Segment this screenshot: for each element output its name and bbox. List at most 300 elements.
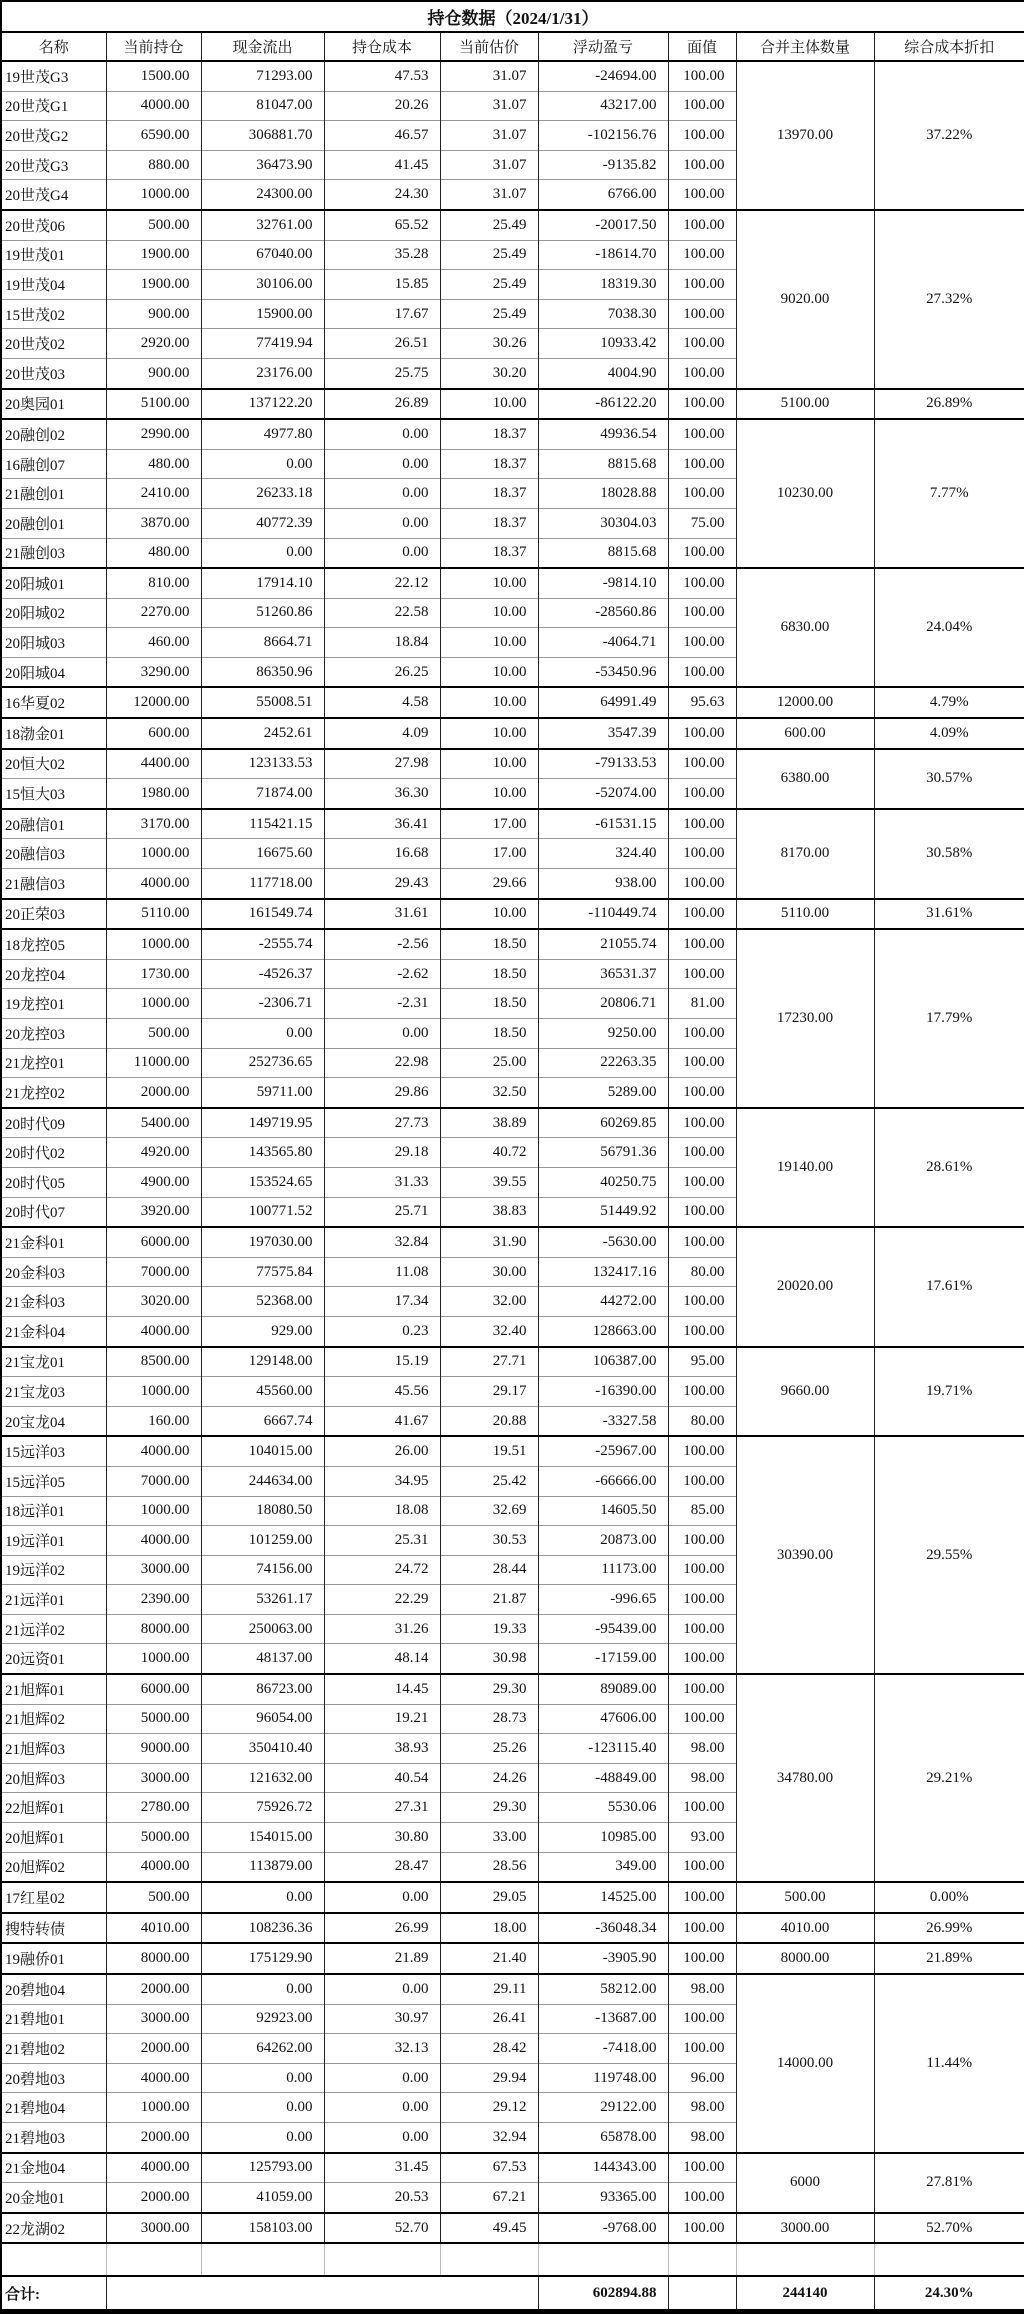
cell-name: 20融创01 <box>1 508 106 538</box>
cell-face-value: 100.00 <box>668 180 736 210</box>
cell-current-position: 5110.00 <box>106 899 201 930</box>
cell-name: 21碧地01 <box>1 2004 106 2034</box>
cell-name: 21金科01 <box>1 1227 106 1257</box>
cell-position-cost: 26.51 <box>324 329 440 359</box>
table-row <box>1 32 1024 61</box>
cell-floating-pnl: -61531.15 <box>538 809 668 839</box>
empty-cell <box>106 2243 201 2276</box>
cell-cash-outflow: 108236.36 <box>201 1913 324 1944</box>
cell-current-valuation: 25.26 <box>440 1734 538 1764</box>
cell-current-position: 4400.00 <box>106 749 201 779</box>
cell-face-value: 100.00 <box>668 1078 736 1108</box>
cell-floating-pnl: -18614.70 <box>538 240 668 270</box>
cell-face-value: 100.00 <box>668 538 736 568</box>
cell-current-position: 4010.00 <box>106 1913 201 1944</box>
cell-face-value: 100.00 <box>668 1526 736 1556</box>
cell-cash-outflow: 67040.00 <box>201 240 324 270</box>
cell-merged-entity-quantity: 9660.00 <box>736 1347 874 1437</box>
cell-current-position: 2990.00 <box>106 419 201 449</box>
cell-current-valuation: 30.98 <box>440 1644 538 1674</box>
cell-floating-pnl: 7038.30 <box>538 299 668 329</box>
cell-current-position: 4000.00 <box>106 2063 201 2093</box>
cell-name: 19远洋01 <box>1 1526 106 1556</box>
table-row <box>1 1882 1024 1913</box>
cell-floating-pnl: 20873.00 <box>538 1526 668 1556</box>
cell-floating-pnl: 21055.74 <box>538 929 668 959</box>
cell-face-value: 100.00 <box>668 91 736 121</box>
cell-current-valuation: 40.72 <box>440 1138 538 1168</box>
table-row <box>1 2276 1024 2312</box>
cell-name: 21宝龙03 <box>1 1377 106 1407</box>
cell-position-cost: 0.00 <box>324 538 440 568</box>
cell-face-value: 100.00 <box>668 598 736 628</box>
cell-current-position: 2000.00 <box>106 2122 201 2152</box>
cell-floating-pnl: -25967.00 <box>538 1436 668 1466</box>
cell-composite-cost-discount: 30.58% <box>874 809 1024 899</box>
cell-composite-cost-discount: 19.71% <box>874 1347 1024 1437</box>
cell-floating-pnl: 132417.16 <box>538 1257 668 1287</box>
cell-merged-entity-quantity: 14000.00 <box>736 1974 874 2153</box>
cell-face-value: 100.00 <box>668 2153 736 2183</box>
cell-merged-entity-quantity: 5100.00 <box>736 389 874 420</box>
cell-current-position: 500.00 <box>106 1019 201 1049</box>
cell-name: 19龙控01 <box>1 989 106 1019</box>
cell-face-value: 100.00 <box>668 1227 736 1257</box>
cell-name: 18远洋01 <box>1 1496 106 1526</box>
cell-name: 20旭辉01 <box>1 1823 106 1853</box>
cell-cash-outflow: 929.00 <box>201 1316 324 1346</box>
cell-cash-outflow: 0.00 <box>201 1974 324 2004</box>
cell-face-value: 100.00 <box>668 657 736 687</box>
cell-current-valuation: 38.83 <box>440 1197 538 1227</box>
cell-position-cost: 46.57 <box>324 121 440 151</box>
cell-cash-outflow: 117718.00 <box>201 869 324 899</box>
cell-face-value: 100.00 <box>668 419 736 449</box>
cell-cash-outflow: 101259.00 <box>201 1526 324 1556</box>
cell-cash-outflow: 104015.00 <box>201 1436 324 1466</box>
cell-position-cost: 16.68 <box>324 839 440 869</box>
cell-face-value: 98.00 <box>668 1974 736 2004</box>
cell-floating-pnl: 5530.06 <box>538 1793 668 1823</box>
cell-face-value: 98.00 <box>668 1734 736 1764</box>
cell-name: 21金科03 <box>1 1287 106 1317</box>
cell-name: 20金地01 <box>1 2183 106 2213</box>
cell-composite-cost-discount: 17.79% <box>874 929 1024 1108</box>
cell-floating-pnl: -3905.90 <box>538 1943 668 1974</box>
cell-face-value: 100.00 <box>668 1019 736 1049</box>
cell-position-cost: 0.00 <box>324 2093 440 2123</box>
cell-current-valuation: 19.51 <box>440 1436 538 1466</box>
cell-floating-pnl: 938.00 <box>538 869 668 899</box>
cell-floating-pnl: -102156.76 <box>538 121 668 151</box>
cell-face-value: 95.63 <box>668 687 736 718</box>
cell-current-valuation: 17.00 <box>440 839 538 869</box>
cell-floating-pnl: 14605.50 <box>538 1496 668 1526</box>
cell-current-position: 1000.00 <box>106 929 201 959</box>
table-row <box>1 419 1024 449</box>
cell-cash-outflow: 115421.15 <box>201 809 324 839</box>
cell-face-value: 80.00 <box>668 1257 736 1287</box>
cell-merged-entity-quantity: 13970.00 <box>736 61 874 210</box>
cell-cash-outflow: -4526.37 <box>201 959 324 989</box>
cell-position-cost: 41.67 <box>324 1406 440 1436</box>
cell-name: 22旭辉01 <box>1 1793 106 1823</box>
cell-current-valuation: 30.53 <box>440 1526 538 1556</box>
cell-position-cost: 20.53 <box>324 2183 440 2213</box>
cell-position-cost: -2.56 <box>324 929 440 959</box>
cell-floating-pnl: -66666.00 <box>538 1466 668 1496</box>
cell-cash-outflow: 306881.70 <box>201 121 324 151</box>
cell-position-cost: 28.47 <box>324 1852 440 1882</box>
table-row <box>1 1913 1024 1944</box>
cell-position-cost: 25.31 <box>324 1526 440 1556</box>
column-header-floating-pnl: 浮动盈亏 <box>538 32 668 61</box>
cell-current-position: 9000.00 <box>106 1734 201 1764</box>
empty-cell <box>201 2243 324 2276</box>
cell-name: 20金科03 <box>1 1257 106 1287</box>
cell-current-valuation: 49.45 <box>440 2213 538 2244</box>
table-row <box>1 1436 1024 1466</box>
cell-cash-outflow: 59711.00 <box>201 1078 324 1108</box>
cell-cash-outflow: 125793.00 <box>201 2153 324 2183</box>
cell-current-valuation: 25.49 <box>440 270 538 300</box>
cell-cash-outflow: 121632.00 <box>201 1763 324 1793</box>
cell-face-value: 100.00 <box>668 959 736 989</box>
cell-cash-outflow: 6667.74 <box>201 1406 324 1436</box>
cell-position-cost: 25.75 <box>324 358 440 388</box>
cell-floating-pnl: 20806.71 <box>538 989 668 1019</box>
empty-cell <box>324 2243 440 2276</box>
cell-cash-outflow: 197030.00 <box>201 1227 324 1257</box>
cell-floating-pnl: 49936.54 <box>538 419 668 449</box>
cell-cash-outflow: 45560.00 <box>201 1377 324 1407</box>
cell-position-cost: 0.00 <box>324 2122 440 2152</box>
cell-name: 15远洋05 <box>1 1466 106 1496</box>
cell-name: 20龙控04 <box>1 959 106 989</box>
cell-cash-outflow: 0.00 <box>201 2093 324 2123</box>
cell-merged-entity-quantity: 4010.00 <box>736 1913 874 1944</box>
cell-position-cost: -2.62 <box>324 959 440 989</box>
cell-current-position: 3000.00 <box>106 1763 201 1793</box>
table-row <box>1 1974 1024 2004</box>
cell-name: 21碧地02 <box>1 2034 106 2064</box>
cell-current-valuation: 10.00 <box>440 598 538 628</box>
table-row <box>1 929 1024 959</box>
cell-name: 21龙控02 <box>1 1078 106 1108</box>
cell-cash-outflow: 8664.71 <box>201 628 324 658</box>
cell-floating-pnl: 349.00 <box>538 1852 668 1882</box>
cell-cash-outflow: 51260.86 <box>201 598 324 628</box>
table-row <box>1 210 1024 240</box>
cell-floating-pnl: 4004.90 <box>538 358 668 388</box>
cell-position-cost: 65.52 <box>324 210 440 240</box>
cell-floating-pnl: -13687.00 <box>538 2004 668 2034</box>
empty-cell <box>440 2243 538 2276</box>
cell-face-value: 100.00 <box>668 839 736 869</box>
cell-current-position: 2000.00 <box>106 1974 201 2004</box>
cell-current-valuation: 24.26 <box>440 1763 538 1793</box>
cell-current-valuation: 18.50 <box>440 929 538 959</box>
cell-current-valuation: 18.37 <box>440 479 538 509</box>
cell-current-valuation: 32.94 <box>440 2122 538 2152</box>
cell-position-cost: 26.25 <box>324 657 440 687</box>
cell-cash-outflow: 350410.40 <box>201 1734 324 1764</box>
cell-position-cost: 26.89 <box>324 389 440 420</box>
cell-composite-cost-discount: 4.79% <box>874 687 1024 718</box>
cell-composite-cost-discount: 31.61% <box>874 899 1024 930</box>
cell-cash-outflow: 153524.65 <box>201 1167 324 1197</box>
cell-floating-pnl: 106387.00 <box>538 1347 668 1377</box>
cell-position-cost: 48.14 <box>324 1644 440 1674</box>
cell-face-value: 100.00 <box>668 1852 736 1882</box>
cell-position-cost: 35.28 <box>324 240 440 270</box>
cell-current-position: 1000.00 <box>106 2093 201 2123</box>
cell-position-cost: 24.72 <box>324 1555 440 1585</box>
cell-current-valuation: 32.00 <box>440 1287 538 1317</box>
cell-cash-outflow: -2306.71 <box>201 989 324 1019</box>
cell-current-valuation: 29.94 <box>440 2063 538 2093</box>
cell-current-position: 480.00 <box>106 538 201 568</box>
table-row <box>1 1 1024 32</box>
cell-current-valuation: 29.05 <box>440 1882 538 1913</box>
cell-floating-pnl: 5289.00 <box>538 1078 668 1108</box>
cell-name: 15远洋03 <box>1 1436 106 1466</box>
cell-face-value: 100.00 <box>668 121 736 151</box>
cell-floating-pnl: -48849.00 <box>538 1763 668 1793</box>
cell-face-value: 100.00 <box>668 1048 736 1078</box>
cell-merged-entity-quantity: 5110.00 <box>736 899 874 930</box>
cell-position-cost: 31.26 <box>324 1614 440 1644</box>
cell-name: 20时代09 <box>1 1108 106 1138</box>
cell-floating-pnl: 51449.92 <box>538 1197 668 1227</box>
cell-cash-outflow: 244634.00 <box>201 1466 324 1496</box>
cell-position-cost: 15.19 <box>324 1347 440 1377</box>
cell-current-position: 500.00 <box>106 210 201 240</box>
cell-position-cost: 34.95 <box>324 1466 440 1496</box>
cell-position-cost: 36.41 <box>324 809 440 839</box>
cell-face-value: 100.00 <box>668 749 736 779</box>
cell-name: 20世茂03 <box>1 358 106 388</box>
cell-current-position: 4920.00 <box>106 1138 201 1168</box>
cell-current-position: 3000.00 <box>106 2004 201 2034</box>
cell-position-cost: 38.93 <box>324 1734 440 1764</box>
column-header-face-value: 面值 <box>668 32 736 61</box>
cell-face-value: 100.00 <box>668 1197 736 1227</box>
cell-face-value: 96.00 <box>668 2063 736 2093</box>
cell-current-valuation: 27.71 <box>440 1347 538 1377</box>
table-row <box>1 389 1024 420</box>
cell-current-valuation: 18.50 <box>440 1019 538 1049</box>
cell-composite-cost-discount: 4.09% <box>874 718 1024 749</box>
cell-current-position: 3020.00 <box>106 1287 201 1317</box>
cell-composite-cost-discount: 29.21% <box>874 1674 1024 1882</box>
cell-name: 15世茂02 <box>1 299 106 329</box>
cell-cash-outflow: 137122.20 <box>201 389 324 420</box>
cell-cash-outflow: 0.00 <box>201 1019 324 1049</box>
cell-position-cost: 20.26 <box>324 91 440 121</box>
cell-name: 20阳城03 <box>1 628 106 658</box>
cell-cash-outflow: 100771.52 <box>201 1197 324 1227</box>
cell-current-valuation: 29.17 <box>440 1377 538 1407</box>
cell-position-cost: 22.12 <box>324 568 440 598</box>
cell-floating-pnl: 93365.00 <box>538 2183 668 2213</box>
empty-cell <box>1 2243 106 2276</box>
cell-face-value: 100.00 <box>668 449 736 479</box>
cell-current-position: 5100.00 <box>106 389 201 420</box>
cell-current-position: 3920.00 <box>106 1197 201 1227</box>
cell-face-value: 100.00 <box>668 1138 736 1168</box>
cell-name: 19融侨01 <box>1 1943 106 1974</box>
cell-name: 21碧地03 <box>1 2122 106 2152</box>
cell-composite-cost-discount: 28.61% <box>874 1108 1024 1227</box>
cell-current-position: 6000.00 <box>106 1674 201 1704</box>
cell-current-valuation: 10.00 <box>440 749 538 779</box>
cell-cash-outflow: 123133.53 <box>201 749 324 779</box>
cell-face-value: 100.00 <box>668 1943 736 1974</box>
cell-current-valuation: 25.00 <box>440 1048 538 1078</box>
cell-cash-outflow: 175129.90 <box>201 1943 324 1974</box>
cell-face-value: 100.00 <box>668 270 736 300</box>
cell-face-value: 100.00 <box>668 809 736 839</box>
cell-name: 20融信01 <box>1 809 106 839</box>
cell-current-position: 4000.00 <box>106 1316 201 1346</box>
cell-face-value: 100.00 <box>668 61 736 91</box>
cell-current-position: 7000.00 <box>106 1466 201 1496</box>
cell-name: 17红星02 <box>1 1882 106 1913</box>
cell-current-position: 1000.00 <box>106 1644 201 1674</box>
cell-cash-outflow: 86350.96 <box>201 657 324 687</box>
cell-cash-outflow: 0.00 <box>201 1882 324 1913</box>
cell-position-cost: -2.31 <box>324 989 440 1019</box>
cell-current-position: 1000.00 <box>106 180 201 210</box>
cell-merged-entity-quantity: 20020.00 <box>736 1227 874 1346</box>
cell-current-valuation: 25.49 <box>440 240 538 270</box>
cell-name: 20世茂G1 <box>1 91 106 121</box>
cell-merged-entity-quantity: 8000.00 <box>736 1943 874 1974</box>
cell-current-valuation: 28.56 <box>440 1852 538 1882</box>
cell-merged-entity-quantity: 34780.00 <box>736 1674 874 1882</box>
cell-merged-entity-quantity: 6000 <box>736 2153 874 2213</box>
cell-name: 20恒大02 <box>1 749 106 779</box>
cell-current-valuation: 29.12 <box>440 2093 538 2123</box>
cell-face-value: 98.00 <box>668 1763 736 1793</box>
cell-current-valuation: 30.26 <box>440 329 538 359</box>
cell-cash-outflow: 48137.00 <box>201 1644 324 1674</box>
cell-name: 20时代02 <box>1 1138 106 1168</box>
cell-cash-outflow: -2555.74 <box>201 929 324 959</box>
cell-current-position: 2390.00 <box>106 1585 201 1615</box>
cell-floating-pnl: 30304.03 <box>538 508 668 538</box>
cell-floating-pnl: -28560.86 <box>538 598 668 628</box>
table-row <box>1 687 1024 718</box>
cell-position-cost: 29.18 <box>324 1138 440 1168</box>
cell-current-valuation: 30.20 <box>440 358 538 388</box>
cell-position-cost: 27.31 <box>324 1793 440 1823</box>
cell-floating-pnl: -7418.00 <box>538 2034 668 2064</box>
cell-current-position: 6590.00 <box>106 121 201 151</box>
cell-current-position: 7000.00 <box>106 1257 201 1287</box>
cell-position-cost: 4.09 <box>324 718 440 749</box>
cell-current-valuation: 10.00 <box>440 687 538 718</box>
cell-cash-outflow: 92923.00 <box>201 2004 324 2034</box>
cell-current-position: 2000.00 <box>106 2034 201 2064</box>
cell-current-position: 160.00 <box>106 1406 201 1436</box>
cell-face-value: 100.00 <box>668 329 736 359</box>
cell-composite-cost-discount: 27.81% <box>874 2153 1024 2213</box>
cell-composite-cost-discount: 52.70% <box>874 2213 1024 2244</box>
cell-position-cost: 41.45 <box>324 150 440 180</box>
cell-floating-pnl: -9814.10 <box>538 568 668 598</box>
cell-position-cost: 14.45 <box>324 1674 440 1704</box>
cell-face-value: 100.00 <box>668 929 736 959</box>
cell-current-position: 1500.00 <box>106 61 201 91</box>
cell-name: 20碧地04 <box>1 1974 106 2004</box>
cell-name: 搜特转债 <box>1 1913 106 1944</box>
cell-current-position: 5400.00 <box>106 1108 201 1138</box>
cell-floating-pnl: -95439.00 <box>538 1614 668 1644</box>
cell-position-cost: 0.00 <box>324 2063 440 2093</box>
column-header-cash-outflow: 现金流出 <box>201 32 324 61</box>
cell-current-valuation: 10.00 <box>440 657 538 687</box>
cell-current-valuation: 31.07 <box>440 91 538 121</box>
cell-composite-cost-discount: 11.44% <box>874 1974 1024 2153</box>
cell-floating-pnl: -86122.20 <box>538 389 668 420</box>
cell-name: 21融创01 <box>1 479 106 509</box>
cell-name: 21远洋01 <box>1 1585 106 1615</box>
cell-current-position: 5000.00 <box>106 1823 201 1853</box>
column-header-position-cost: 持仓成本 <box>324 32 440 61</box>
cell-position-cost: 30.97 <box>324 2004 440 2034</box>
cell-cash-outflow: 154015.00 <box>201 1823 324 1853</box>
cell-current-valuation: 32.40 <box>440 1316 538 1346</box>
cell-floating-pnl: 44272.00 <box>538 1287 668 1317</box>
cell-face-value: 100.00 <box>668 869 736 899</box>
cell-position-cost: 15.85 <box>324 270 440 300</box>
cell-face-value: 100.00 <box>668 568 736 598</box>
cell-floating-pnl: -3327.58 <box>538 1406 668 1436</box>
cell-position-cost: 30.80 <box>324 1823 440 1853</box>
cell-floating-pnl: -123115.40 <box>538 1734 668 1764</box>
cell-name: 20融创02 <box>1 419 106 449</box>
cell-current-valuation: 32.50 <box>440 1078 538 1108</box>
total-face-spacer <box>668 2276 736 2312</box>
cell-face-value: 100.00 <box>668 299 736 329</box>
empty-cell <box>736 2243 874 2276</box>
cell-face-value: 100.00 <box>668 2034 736 2064</box>
cell-name: 20融信03 <box>1 839 106 869</box>
total-merged-entity-quantity: 244140 <box>736 2276 874 2312</box>
empty-cell <box>668 2243 736 2276</box>
cell-current-position: 8000.00 <box>106 1943 201 1974</box>
cell-current-position: 3870.00 <box>106 508 201 538</box>
cell-name: 18龙控05 <box>1 929 106 959</box>
cell-merged-entity-quantity: 600.00 <box>736 718 874 749</box>
cell-floating-pnl: 60269.85 <box>538 1108 668 1138</box>
cell-cash-outflow: 23176.00 <box>201 358 324 388</box>
cell-face-value: 100.00 <box>668 1167 736 1197</box>
cell-cash-outflow: 86723.00 <box>201 1674 324 1704</box>
cell-current-position: 810.00 <box>106 568 201 598</box>
table-row <box>1 2243 1024 2276</box>
cell-name: 21宝龙01 <box>1 1347 106 1377</box>
column-header-composite-cost-discount: 综合成本折扣 <box>874 32 1024 61</box>
cell-cash-outflow: 53261.17 <box>201 1585 324 1615</box>
cell-position-cost: 22.98 <box>324 1048 440 1078</box>
cell-position-cost: 29.86 <box>324 1078 440 1108</box>
cell-composite-cost-discount: 17.61% <box>874 1227 1024 1346</box>
cell-current-position: 4000.00 <box>106 91 201 121</box>
cell-floating-pnl: -79133.53 <box>538 749 668 779</box>
